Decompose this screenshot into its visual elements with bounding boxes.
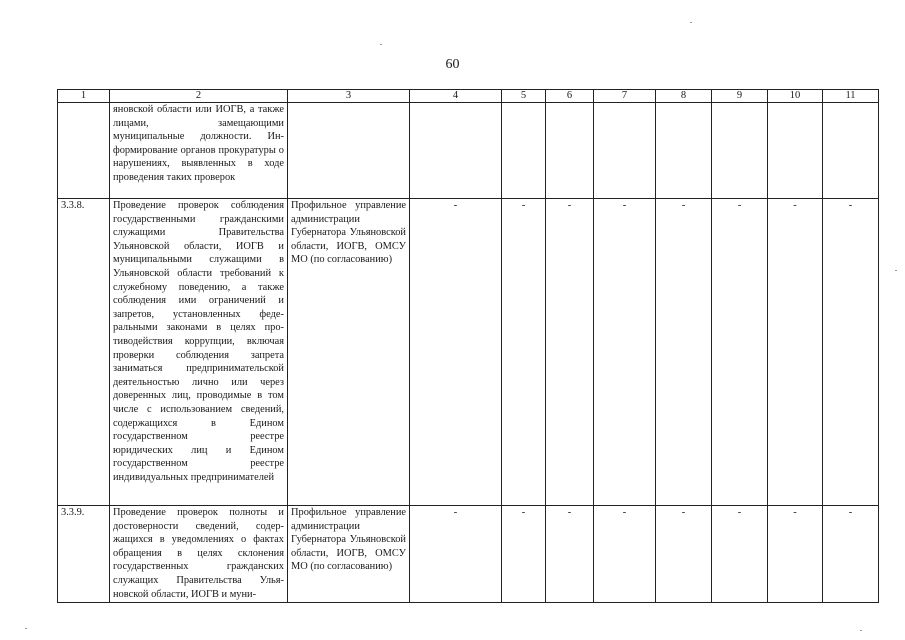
cell-col-5 [502, 103, 546, 199]
column-header-10: 10 [768, 90, 823, 103]
measures-table [57, 89, 879, 603]
column-header-2: 2 [110, 90, 288, 103]
cell-col-6 [546, 103, 594, 199]
measure-text: яновской области или ИОГВ, а также лицами, замещающими муниципальные должности. Информирование органов прокуратуры о нарушениях, выявленных в ходе проведения таких проверок [110, 103, 288, 199]
cell-col-8: - [656, 199, 712, 506]
measure-text: Проведение проверок полноты и достоверности сведений, содержащихся в уведомлениях о фактах обращения в целях склонения государственных гражданских служащих Правительства Ульяновской области, ИОГВ и муни- [110, 506, 288, 603]
column-header-8: 8 [656, 90, 712, 103]
cell-col-8 [656, 103, 712, 199]
cell-col-6: - [546, 199, 594, 506]
table-row-3-3-8 [58, 199, 879, 506]
column-header-11: 11 [823, 90, 879, 103]
responsible-text [288, 103, 410, 199]
column-header-1: 1 [58, 90, 110, 103]
cell-col-9: - [712, 506, 768, 603]
cell-col-4: - [410, 506, 502, 603]
cell-col-7: - [594, 506, 656, 603]
measure-text: Проведение проверок соблюдения государственными гражданскими служащими Правительства Ульяновской области, ИОГВ и муниципальными служащими в Ульяновской области требований к служебному поведению, а также соблюдения ими ограничений и запретов, установленных федеральными законами в целях противодействия коррупции, включая проверки соблюдения запрета заниматься предпринимательской деятельностью лично или через доверенных лиц, проводимые в том числе с использованием сведений, содержащихся в Едином государственном реестре юридических лиц и Едином государственном реестре индивидуальных предпринимателей [110, 199, 288, 506]
cell-col-11: - [823, 199, 879, 506]
cell-col-5: - [502, 506, 546, 603]
page-number: 60 [445, 57, 460, 72]
table-row-3-3-9 [58, 506, 879, 603]
column-header-6: 6 [546, 90, 594, 103]
scan-speck [690, 22, 692, 23]
column-header-3: 3 [288, 90, 410, 103]
cell-col-4 [410, 103, 502, 199]
table-row-continuation [58, 103, 879, 199]
row-number: 3.3.8. [58, 199, 110, 506]
row-number [58, 103, 110, 199]
cell-col-11 [823, 103, 879, 199]
scan-speck [25, 628, 27, 629]
responsible-text: Профильное управление администрации Губернатора Ульяновской области, ИОГВ, ОМСУ МО (по согласованию) [288, 506, 410, 603]
cell-col-6: - [546, 506, 594, 603]
cell-col-7 [594, 103, 656, 199]
cell-col-9 [712, 103, 768, 199]
column-header-7: 7 [594, 90, 656, 103]
row-number: 3.3.9. [58, 506, 110, 603]
cell-col-8: - [656, 506, 712, 603]
cell-col-5: - [502, 199, 546, 506]
cell-col-10: - [768, 506, 823, 603]
scan-speck [380, 44, 382, 45]
cell-col-11: - [823, 506, 879, 603]
cell-col-4: - [410, 199, 502, 506]
scan-speck [895, 270, 897, 271]
cell-col-9: - [712, 199, 768, 506]
column-header-4: 4 [410, 90, 502, 103]
column-header-9: 9 [712, 90, 768, 103]
cell-col-7: - [594, 199, 656, 506]
cell-col-10 [768, 103, 823, 199]
cell-col-10: - [768, 199, 823, 506]
scan-speck [860, 630, 862, 631]
responsible-text: Профильное управление администрации Губернатора Ульяновской области, ИОГВ, ОМСУ МО (по согласованию) [288, 199, 410, 506]
column-header-5: 5 [502, 90, 546, 103]
header-row [58, 90, 879, 103]
